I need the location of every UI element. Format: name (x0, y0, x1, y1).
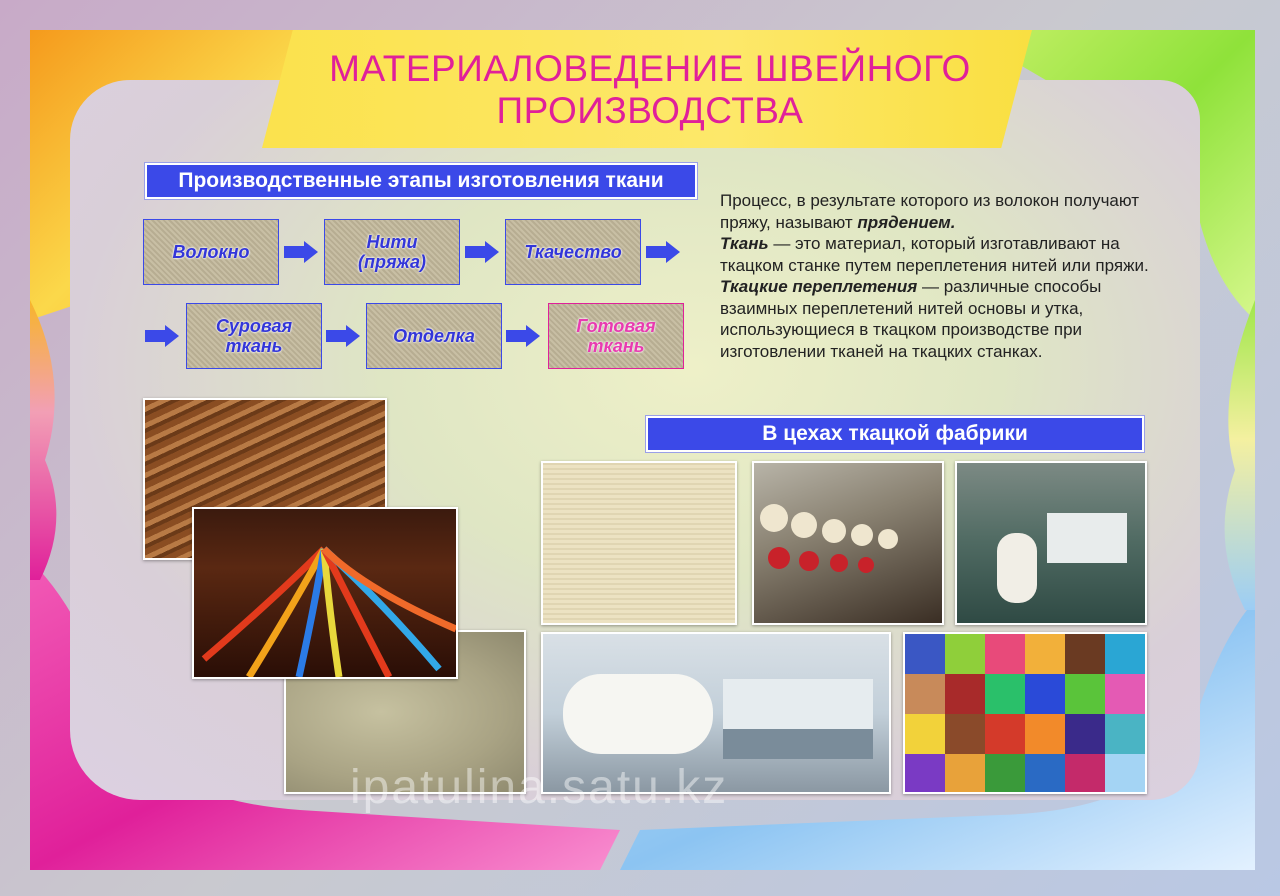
description-text (720, 190, 1160, 362)
stage-label: ткань (225, 336, 283, 356)
stage-label: Волокно (172, 242, 250, 262)
arrow-right-icon (465, 241, 499, 263)
watermark: ipatulina.satu.kz (350, 761, 729, 814)
photo-spinning-machines (752, 461, 944, 625)
page-title (290, 48, 1010, 132)
factory-heading: В цехах ткацкой фабрики (646, 416, 1144, 452)
title-line-1: МАТЕРИАЛОВЕДЕНИЕ ШВЕЙНОГО (329, 48, 971, 89)
term-weaves: Ткацкие переплетения (720, 277, 918, 296)
arrow-right-icon (646, 241, 680, 263)
arrow-right-icon (506, 325, 540, 347)
term-fabric: Ткань (720, 234, 769, 253)
stage-weaving (505, 219, 641, 285)
stage-label: Ткачество (524, 242, 622, 262)
term-spinning: прядением. (857, 212, 956, 232)
stage-raw-fabric (186, 303, 322, 369)
arrow-right-icon (326, 325, 360, 347)
stage-yarn (324, 219, 460, 285)
photo-colored-threads (192, 507, 458, 679)
arrow-right-icon (145, 325, 179, 347)
photo-weaving-looms (955, 461, 1147, 625)
arrow-right-icon (284, 241, 318, 263)
threads-illustration (194, 509, 456, 677)
spools-illustration (754, 463, 942, 623)
stage-label: (пряжа) (357, 252, 427, 272)
desc-paragraph-1: Процесс, в результате которого из волокон получают пряжу, называют (720, 191, 1140, 232)
stage-finished-fabric (548, 303, 684, 369)
stage-label: Нити (366, 232, 418, 252)
stage-label: ткань (587, 336, 645, 356)
loom-illustration (957, 463, 1145, 623)
stage-fiber (143, 219, 279, 285)
desc-paragraph-3: — различные способы взаимных переплетений нитей основы и утка, использующиеся в ткацком производстве при изготовлении тканей на ткацких станках. (720, 277, 1102, 361)
title-line-2: ПРОИЗВОДСТВА (496, 90, 804, 131)
photo-fabric-swatches (903, 632, 1147, 794)
swatch-grid (905, 634, 1145, 792)
stage-label: Отделка (393, 326, 475, 346)
stage-finishing (366, 303, 502, 369)
stage-label: Суровая (215, 316, 293, 336)
desc-paragraph-2: — это материал, который изготавливают на ткацком станке путем переплетения нитей или пряжи. (720, 234, 1149, 275)
stage-label: Готовая (576, 316, 656, 336)
photo-plain-fabric (541, 461, 737, 625)
stages-heading: Производственные этапы изготовления ткани (145, 163, 697, 199)
